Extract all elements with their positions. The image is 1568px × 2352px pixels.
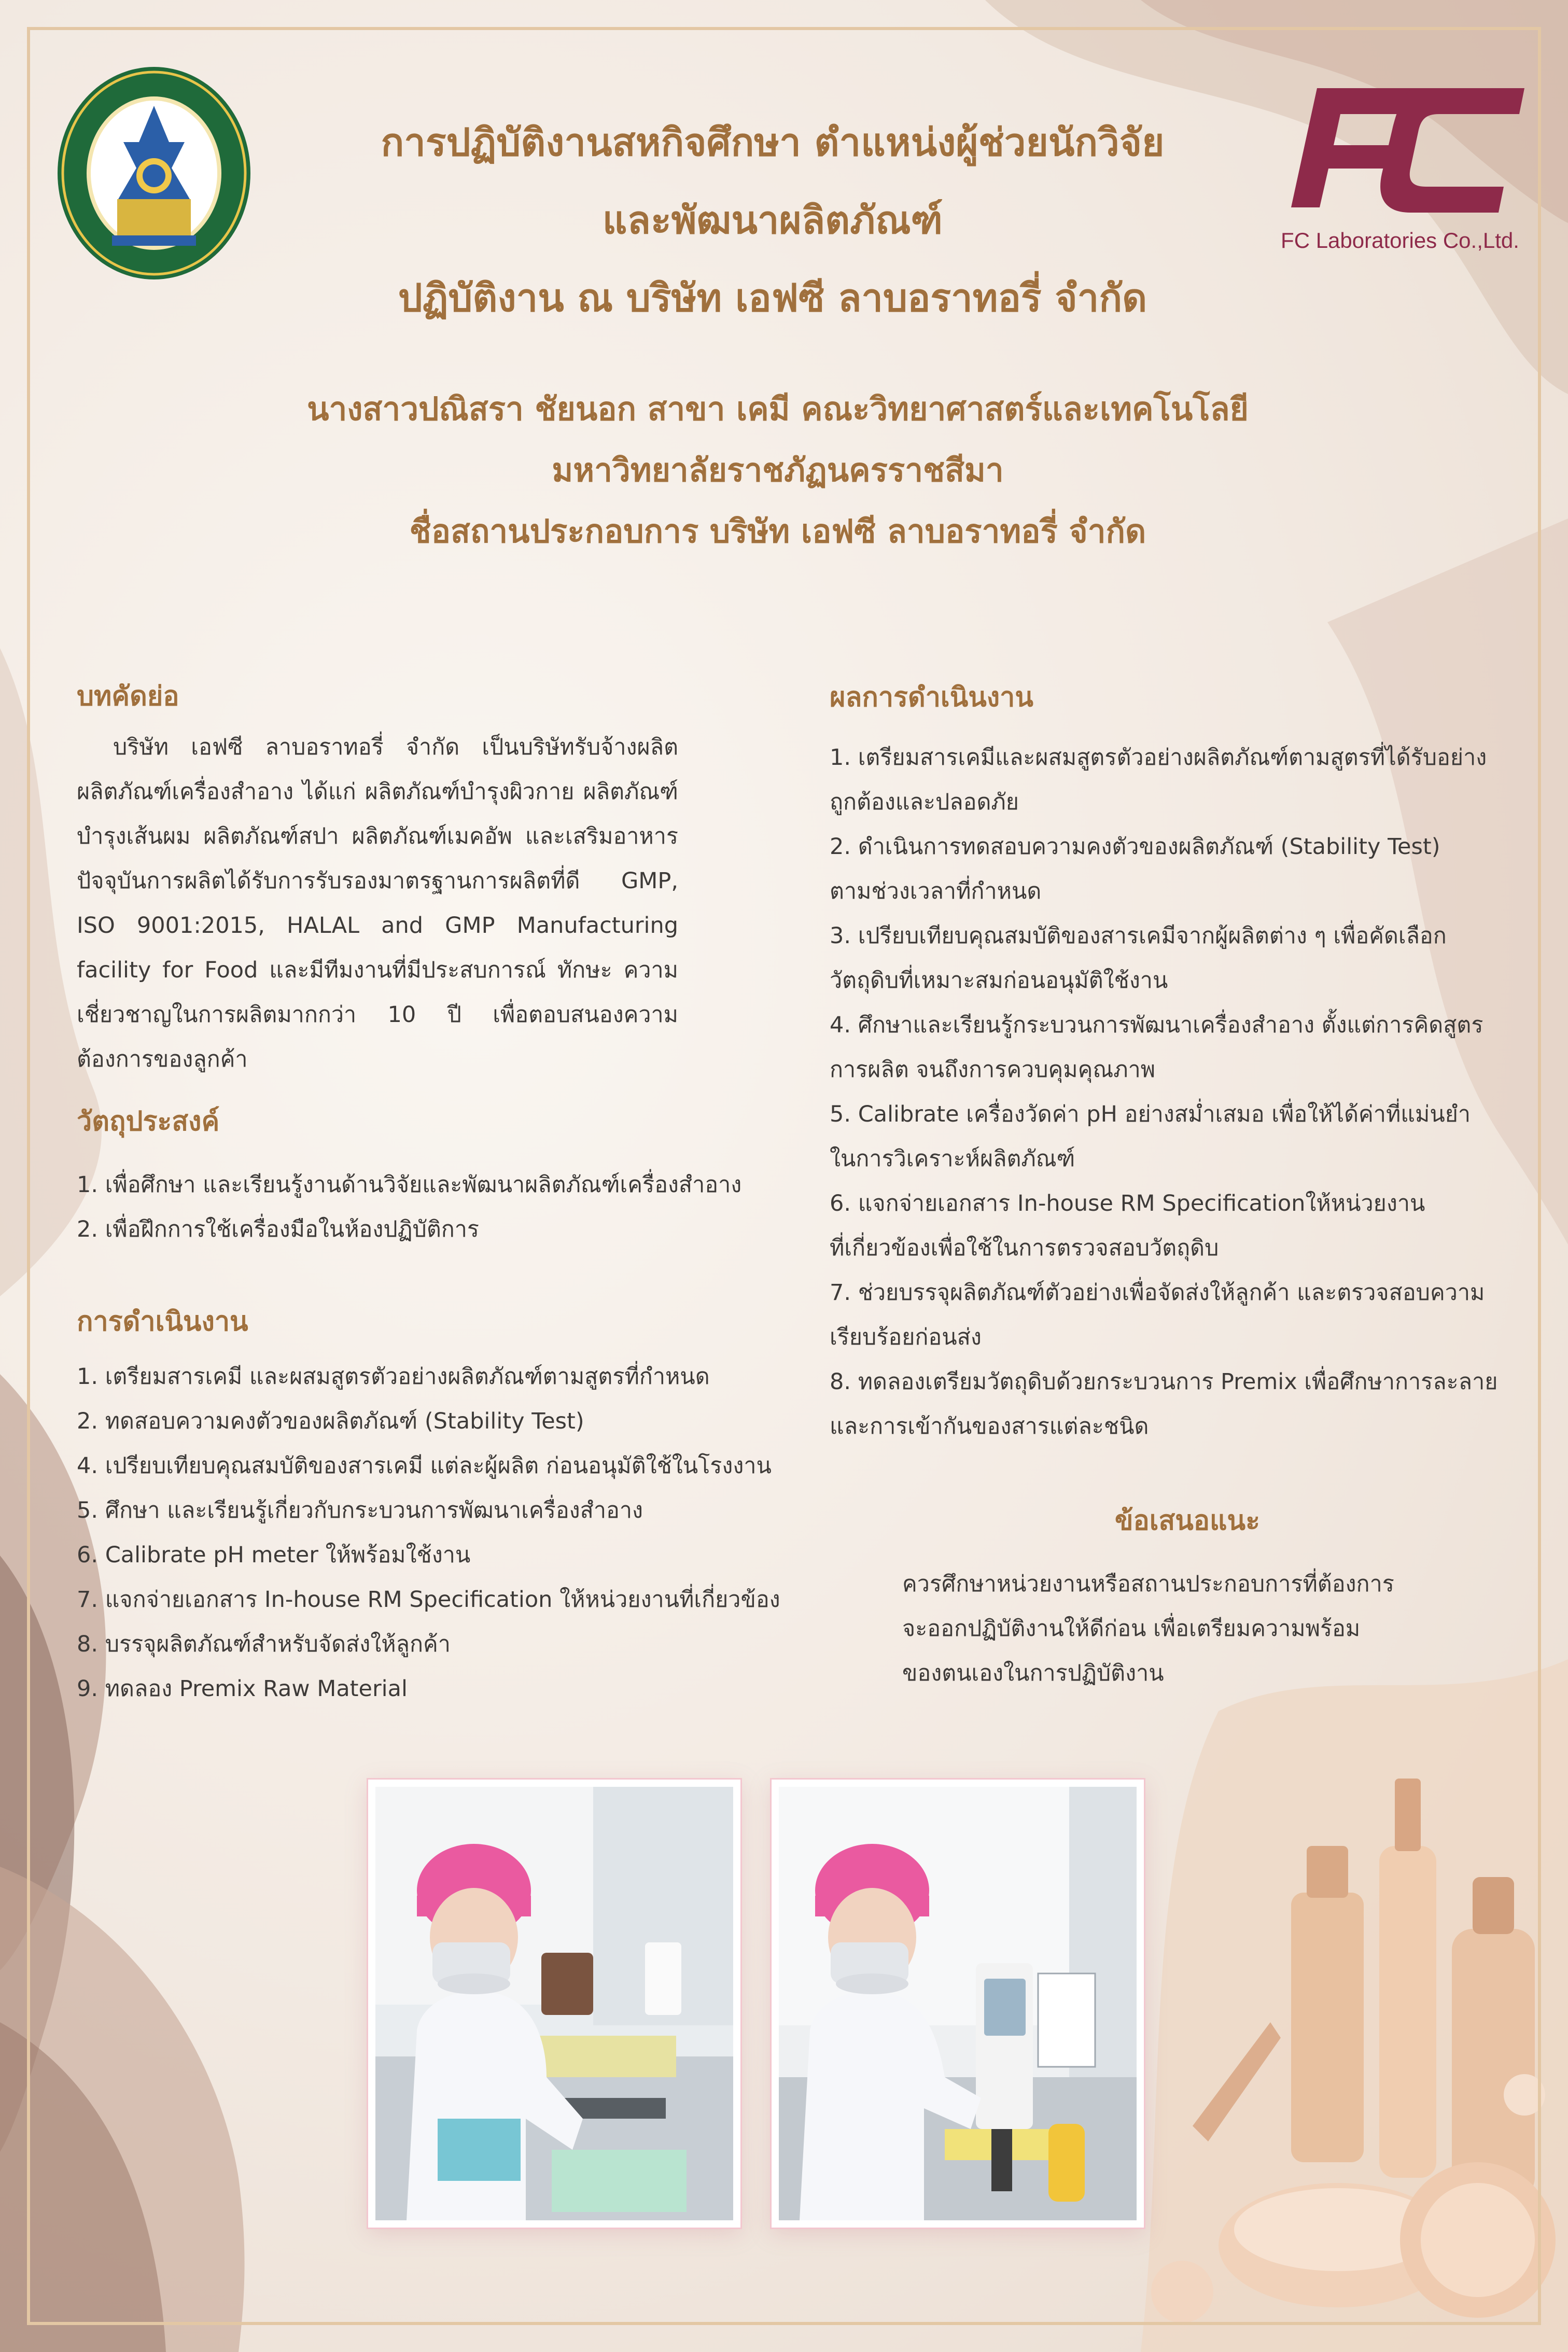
- results-list: [830, 735, 1524, 1449]
- author-info: [218, 379, 1338, 562]
- result-item: 5. Calibrate เครื่องวัดค่า pH อย่างสม่ำเสมอ เพื่อให้ได้ค่าที่แม่นยำ ในการวิเคราะห์ผลิตภัณฑ์: [830, 1101, 1471, 1172]
- result-item: 2. ดำเนินการทดสอบความคงตัวของผลิตภัณฑ์ (Stability Test) ตามช่วงเวลาที่กำหนด: [830, 834, 1440, 904]
- result-item: 8. ทดลองเตรียมวัตถุดิบด้วยกระบวนการ Premix เพื่อศึกษาการละลาย และการเข้ากันของสารแต่ละชนิด: [830, 1369, 1498, 1439]
- result-item: 3. เปรียบเทียบคุณสมบัติของสารเคมีจากผู้ผลิตต่าง ๆ เพื่อคัดเลือก วัตถุดิบที่เหมาะสมก่อนอนุมัติใช้งาน: [830, 923, 1447, 993]
- operation-item: 6. Calibrate pH meter ให้พร้อมใช้งาน: [77, 1542, 471, 1568]
- operation-item: 7. แจกจ่ายเอกสาร In-house RM Specification ให้หน่วยงานที่เกี่ยวข้อง: [77, 1587, 780, 1613]
- operations-heading: การดำเนินงาน: [77, 1306, 248, 1337]
- result-item: 6. แจกจ่ายเอกสาร In-house RM Specificationให้หน่วยงาน ที่เกี่ยวข้องเพื่อใช้ในการตรวจสอบวัตถุดิบ: [830, 1191, 1425, 1261]
- photo-ph-meter: [772, 1780, 1144, 2228]
- lab-ph-meter-photo: [779, 1787, 1137, 2220]
- suggestion-line: ควรศึกษาหน่วยงานหรือสถานประกอบการที่ต้องการ: [902, 1571, 1394, 1597]
- results-heading: ผลการดำเนินงาน: [830, 682, 1033, 713]
- author-line: นางสาวปณิสรา ชัยนอก สาขา เคมี คณะวิทยาศาสตร์และเทคโนโลยี: [307, 390, 1249, 428]
- operation-item: 1. เตรียมสารเคมี และผสมสูตรตัวอย่างผลิตภัณฑ์ตามสูตรที่กำหนด: [77, 1364, 710, 1390]
- operations-list: [77, 1354, 803, 1711]
- abstract-text: บริษัท เอฟซี ลาบอราทอรี่ จำกัด เป็นบริษัทรับจ้างผลิตผลิตภัณฑ์เครื่องสำอาง ได้แก่ ผลิตภัณฑ์บำรุงผิวกาย ผลิตภัณฑ์บำรุงเส้นผม ผลิตภัณฑ์สปา ผลิตภัณฑ์เมคอัพ และเสริมอาหาร ปัจจุบันการผลิตได้รับการรับรองมาตรฐานการผลิตที่ดี GMP, ISO 9001:2015, HALAL and GMP Manufacturing facility for Food และมีทีมงานที่มีประสบการณ์ ทักษะ ความเชี่ยวชาญในการผลิตมากกว่า 10 ปี เพื่อตอบสนองความต้องการของลูกค้า: [77, 734, 678, 1072]
- abstract-heading: บทคัดย่อ: [77, 681, 179, 712]
- university-logo: [55, 64, 253, 282]
- lab-weighing-photo: [375, 1787, 733, 2220]
- result-item: 1. เตรียมสารเคมีและผสมสูตรตัวอย่างผลิตภัณฑ์ตามสูตรที่ได้รับอย่าง ถูกต้องและปลอดภัย: [830, 745, 1487, 815]
- suggestions-heading: ข้อเสนอแนะ: [1114, 1505, 1261, 1536]
- result-item: 4. ศึกษาและเรียนรู้กระบวนการพัฒนาเครื่องสำอาง ตั้งแต่การคิดสูตร การผลิต จนถึงการควบคุมคุณภาพ: [830, 1012, 1483, 1083]
- operation-item: 8. บรรจุผลิตภัณฑ์สำหรับจัดส่งให้ลูกค้า: [77, 1631, 451, 1657]
- suggestion-line: ของตนเองในการปฏิบัติงาน: [902, 1660, 1164, 1686]
- operation-item: 2. ทดสอบความคงตัวของผลิตภัณฑ์ (Stability Test): [77, 1408, 584, 1434]
- title-line: และพัฒนาผลิตภัณฑ์: [602, 198, 943, 243]
- author-line: ชื่อสถานประกอบการ บริษัท เอฟซี ลาบอราทอรี่ จำกัด: [409, 512, 1146, 550]
- title-line: การปฏิบัติงานสหกิจศึกษา ตำแหน่งผู้ช่วยนักวิจัย: [381, 120, 1165, 165]
- objectives-heading: วัตถุประสงค์: [77, 1106, 220, 1137]
- poster-title: [290, 104, 1255, 337]
- operation-item: 4. เปรียบเทียบคุณสมบัติของสารเคมี แต่ละผู้ผลิต ก่อนอนุมัติใช้ในโรงงาน: [77, 1453, 772, 1479]
- suggestions-text: [902, 1562, 1524, 1696]
- objective-item: 2. เพื่อฝึกการใช้เครื่องมือในห้องปฏิบัติการ: [77, 1216, 480, 1242]
- photo-weighing: [368, 1780, 740, 2228]
- operation-item: 9. ทดลอง Premix Raw Material: [77, 1676, 408, 1702]
- result-item: 7. ช่วยบรรจุผลิตภัณฑ์ตัวอย่างเพื่อจัดส่งให้ลูกค้า และตรวจสอบความ เรียบร้อยก่อนส่ง: [830, 1280, 1485, 1350]
- title-line: ปฏิบัติงาน ณ บริษัท เอฟซี ลาบอราทอรี่ จำกัด: [398, 276, 1147, 320]
- suggestion-line: จะออกปฏิบัติงานให้ดีก่อน เพื่อเตรียมความพร้อม: [902, 1616, 1361, 1642]
- operation-item: 5. ศึกษา และเรียนรู้เกี่ยวกับกระบวนการพัฒนาเครื่องสำอาง: [77, 1497, 643, 1523]
- company-logo-text: FC Laboratories Co.,Ltd.: [1281, 228, 1519, 253]
- objectives-list: [77, 1163, 766, 1252]
- author-line: มหาวิทยาลัยราชภัฏนครราชสีมา: [552, 451, 1004, 489]
- objective-item: 1. เพื่อศึกษา และเรียนรู้งานด้านวิจัยและพัฒนาผลิตภัณฑ์เครื่องสำอาง: [77, 1172, 742, 1198]
